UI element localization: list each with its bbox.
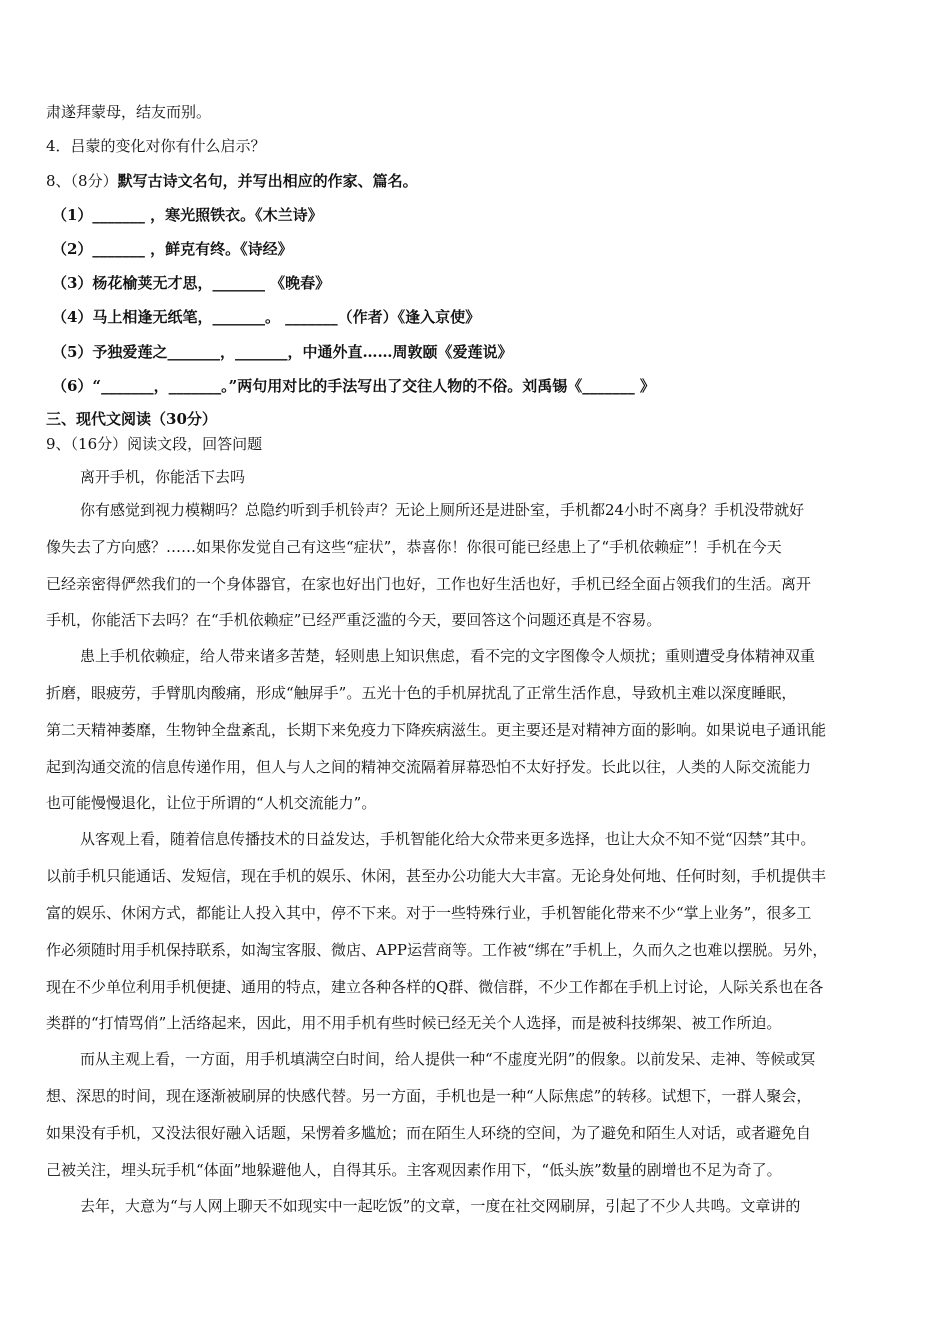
question-8-prefix: 8、（8分） [46, 172, 118, 190]
para-line: 起到沟通交流的信息传递作用，但人与人之间的精神交流隔着屏幕恐怕不太好抒发。长此以往，人类的人际交流能力 [46, 758, 812, 776]
para-line: 己被关注，埋头玩手机“体面”地躲避他人，自得其乐。主客观因素作用下，“低头族”数量的剧增也不足为奇了。 [46, 1161, 782, 1179]
text-line: 肃遂拜蒙母，结友而别。 [46, 103, 212, 121]
para-line: 像失去了方向感？……如果你发觉自己有这些“症状”，恭喜你！你很可能已经患上了“手机依赖症”！手机在今天 [46, 538, 782, 556]
q8-item-6: （6）“_______，_______。”两句用对比的手法写出了交往人物的不俗。刘禹锡《_______ 》 [52, 377, 655, 395]
para-line: 想、深思的时间，现在逐渐被刷屏的快感代替。另一方面，手机也是一种“人际焦虑”的转移。试想下，一群人聚会， [46, 1087, 812, 1105]
para-line: 手机，你能活下去吗？在“手机依赖症”已经严重泛滥的今天，要回答这个问题还真是不容易。 [46, 611, 662, 629]
q8-item-4: （4）马上相逢无纸笔，_______。 _______（作者）《逢入京使》 [52, 308, 481, 326]
q8-item-5: （5）予独爱莲之_______，_______，中通外直……周敦颐《爱莲说》 [52, 343, 513, 361]
para-line: 如果没有手机，又没法很好融入话题，呆愣着多尴尬；而在陌生人环绕的空间，为了避免和陌生人对话，或者避免自 [46, 1124, 812, 1142]
section-heading: 三、现代文阅读（30分） [46, 410, 217, 428]
para-line: 以前手机只能通话、发短信，现在手机的娱乐、休闲，甚至办公功能大大丰富。无论身处何地、任何时刻，手机提供丰 [46, 867, 827, 885]
question-9-prefix: 9、（16分）阅读文段，回答问题 [46, 435, 263, 453]
q8-item-1: （1）_______ ，寒光照铁衣。《木兰诗》 [52, 206, 323, 224]
para-line: 从客观上看，随着信息传播技术的日益发达，手机智能化给大众带来更多选择，也让大众不知不觉“囚禁”其中。 [80, 830, 816, 848]
para-line: 类群的“打情骂俏”上活络起来，因此，用不用手机有些时候已经无关个人选择，而是被科技绑架、被工作所迫。 [46, 1014, 782, 1032]
para-line: 而从主观上看，一方面，用手机填满空白时间，给人提供一种“不虚度光阴”的假象。以前发呆、走神、等候或冥 [80, 1050, 816, 1068]
para-line: 第二天精神萎靡，生物钟全盘紊乱，长期下来免疫力下降疾病滋生。更主要还是对精神方面的影响。如果说电子通讯能 [46, 721, 827, 739]
question-8-title: 默写古诗文名句，并写出相应的作家、篇名。 [117, 172, 418, 190]
para-line: 你有感觉到视力模糊吗？总隐约听到手机铃声？无论上厕所还是进卧室，手机都24小时不离身？手机没带就好 [80, 501, 805, 519]
para-line: 作必须随时用手机保持联系，如淘宝客服、微店、APP运营商等。工作被“绑在”手机上，久而久之也难以摆脱。另外， [46, 941, 828, 959]
para-line: 富的娱乐、休闲方式，都能让人投入其中，停不下来。对于一些特殊行业，手机智能化带来不少“掌上业务”，很多工 [46, 904, 812, 922]
q8-item-3: （3）杨花榆荚无才思，_______ 《晚春》 [52, 274, 331, 292]
para-line: 去年，大意为“与人网上聊天不如现实中一起吃饭”的文章，一度在社交网刷屏，引起了不少人共鸣。文章讲的 [80, 1197, 801, 1215]
article-title: 离开手机，你能活下去吗 [80, 468, 246, 486]
q8-item-2: （2）_______ ，鲜克有终。《诗经》 [52, 240, 293, 258]
para-line: 折磨，眼疲劳，手臂肌肉酸痛，形成“触屏手”。五光十色的手机屏扰乱了正常生活作息，导致机主难以深度睡眠， [46, 684, 797, 702]
question-4: 4．吕蒙的变化对你有什么启示？ [46, 137, 266, 155]
para-line: 患上手机依赖症，给人带来诸多苦楚，轻则患上知识焦虑，看不完的文字图像令人烦扰；重则遭受身体精神双重 [80, 647, 816, 665]
para-line: 已经亲密得俨然我们的一个身体器官，在家也好出门也好，工作也好生活也好，手机已经全面占领我们的生活。离开 [46, 575, 812, 593]
para-line: 也可能慢慢退化，让位于所谓的“人机交流能力”。 [46, 794, 377, 812]
question-8-header [46, 171, 418, 191]
para-line: 现在不少单位利用手机便捷、通用的特点，建立各种各样的Q群、微信群，不少工作都在手机上讨论，人际关系也在各 [46, 978, 824, 996]
